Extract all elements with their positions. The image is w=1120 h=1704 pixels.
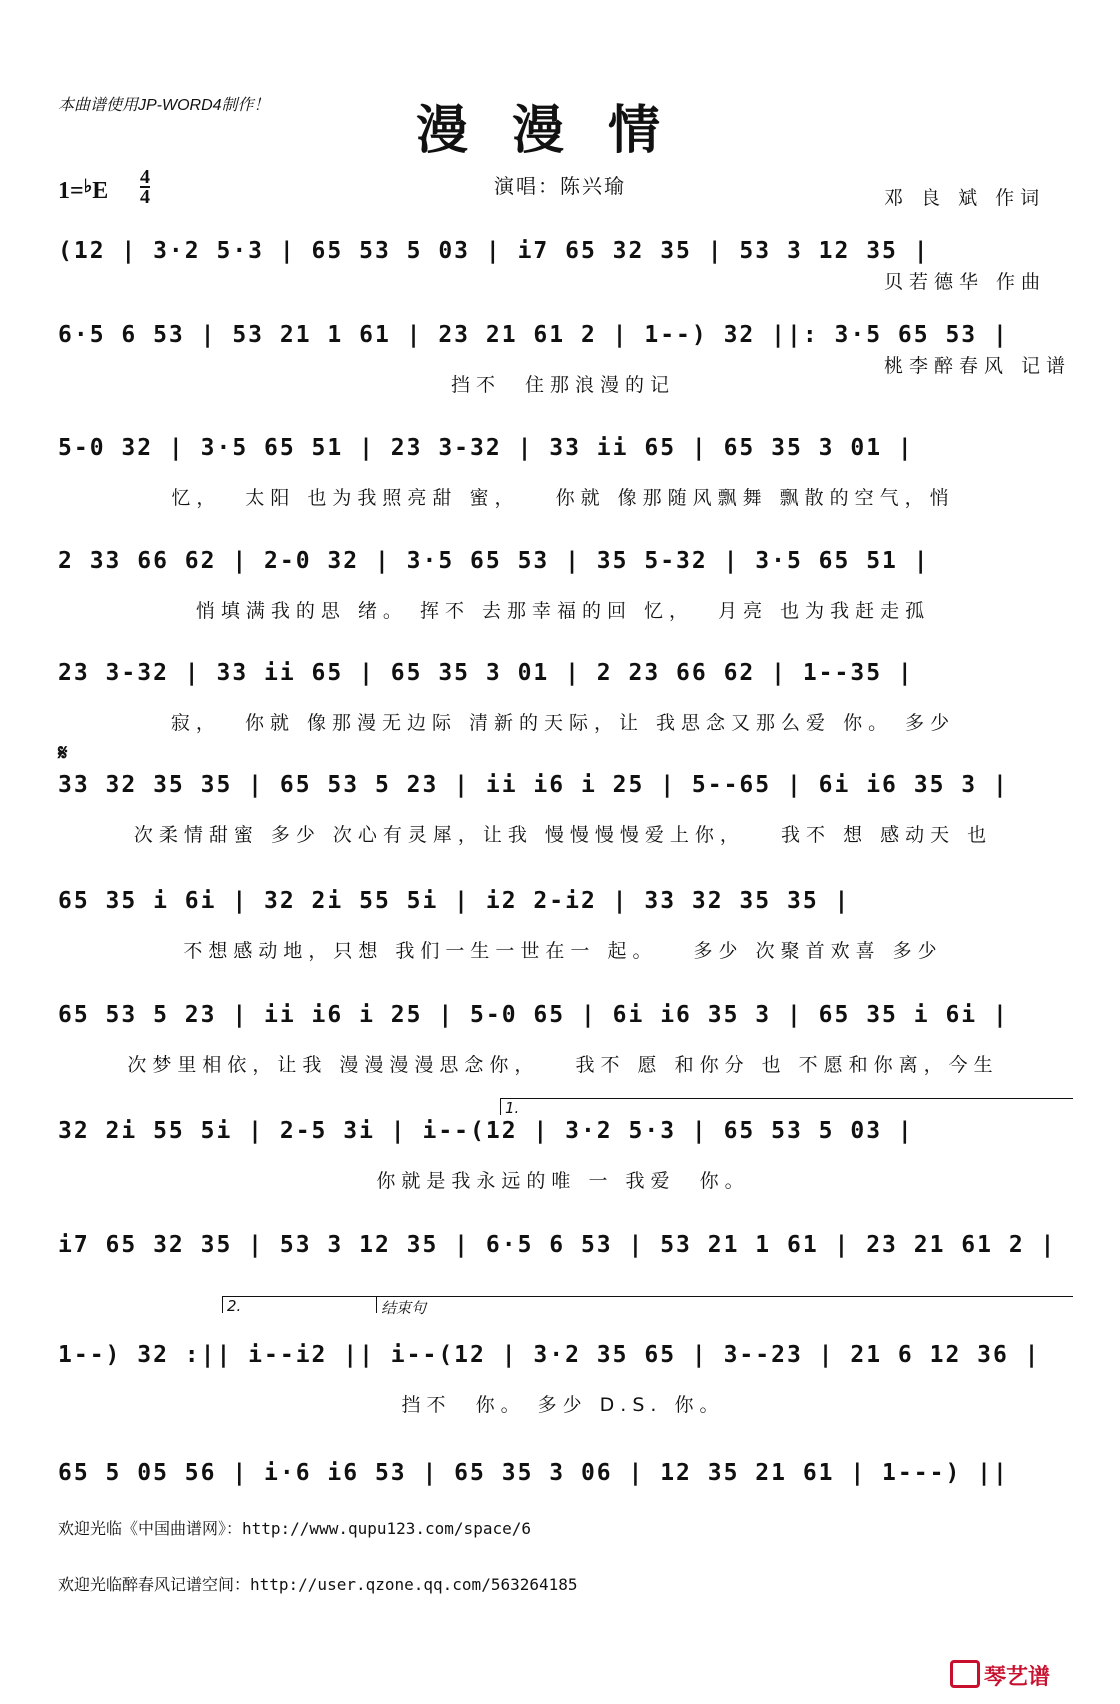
notation-row: 65 53 5 23 | ii i6 i 25 | 5-0 65 | 6i i6 35 3 | 65 35 i 6i | — [58, 1002, 1009, 1028]
composer-credit: 贝若德华 作曲 — [884, 271, 1047, 293]
volta-first: 1. — [500, 1098, 1073, 1115]
song-title: 漫漫情 — [415, 100, 704, 161]
site-logo — [950, 1660, 1050, 1691]
lyrics-row: 悄填满我的思 绪。 挥不 去那幸福的回 忆， 月亮 也为我赶走孤 — [195, 600, 931, 622]
notation-row: i7 65 32 35 | 53 3 12 35 | 6·5 6 53 | 53 21 1 61 | 23 21 61 2 | — [58, 1232, 1057, 1258]
lyrics-row: 寂， 你就 像那漫无边际 清新的天际，让 我思念又那么爱 你。 多少 — [170, 712, 956, 734]
segno-sign: 𝄋 — [58, 740, 68, 766]
lyrics-row: 你就是我永远的唯 一 我爱 你。 — [376, 1170, 750, 1192]
notation-row: 65 5 05 56 | i·6 i6 53 | 65 35 3 06 | 12 35 21 61 | 1---) || — [58, 1460, 1009, 1486]
flat-sign: ♭ — [83, 176, 93, 196]
time-sig-bottom: 4 — [140, 186, 150, 208]
lyrics-row: 忆， 太阳 也为我照亮甜 蜜， 你就 像那随风飘舞 飘散的空气，悄 — [171, 487, 955, 509]
lyrics-row: 不想感动地，只想 我们一生一世在一 起。 多少 次聚首欢喜 多少 — [183, 940, 943, 962]
volta-ending: 结束句 — [376, 1296, 1073, 1313]
lyrics-row: 次梦里相依，让我 漫漫漫漫思念你， 我不 愿 和你分 也 不愿和你离，今生 — [127, 1054, 999, 1076]
notation-row: 1--) 32 :|| i--i2 || i--(12 | 3·2 35 65 | 3--23 | 21 6 12 36 | — [58, 1342, 1041, 1368]
software-note: 本曲谱使用JP-WORD4制作！ — [58, 97, 270, 114]
lyrics-row: 挡不 你。 多少 D.S. 你。 — [401, 1394, 725, 1416]
notation-row: 2 33 66 62 | 2-0 32 | 3·5 65 53 | 35 5-32 | 3·5 65 51 | — [58, 548, 930, 574]
logo-text: 琴艺谱 — [983, 1665, 1050, 1690]
footer-line-1: 欢迎光临《中国曲谱网》：http://www.qupu123.com/space/6 — [58, 1519, 531, 1538]
notation-row: 65 35 i 6i | 32 2i 55 5i | i2 2-i2 | 33 32 35 35 | — [58, 888, 851, 914]
key-prefix: 1= — [58, 178, 84, 204]
footer-line-2: 欢迎光临醉春风记谱空间：http://user.qzone.qq.com/563264185 — [58, 1575, 578, 1594]
logo-icon — [950, 1660, 980, 1688]
lyrics-row: 次柔情甜蜜 多少 次心有灵犀，让我 慢慢慢慢爱上你， 我不 想 感动天 也 — [133, 824, 993, 846]
key-letter: E — [92, 178, 109, 204]
notation-row: 6·5 6 53 | 53 21 1 61 | 23 21 61 2 | 1--) 32 ||: 3·5 65 53 | — [58, 322, 1009, 348]
volta-second: 2. — [222, 1296, 377, 1313]
lyrics-row: 挡不 住那浪漫的记 — [450, 374, 676, 396]
singer: 演唱：陈兴瑜 — [494, 174, 626, 198]
notation-row: 32 2i 55 5i | 2-5 3i | i--(12 | 3·2 5·3 | 65 53 5 03 | — [58, 1118, 914, 1144]
time-signature — [140, 168, 150, 206]
lyricist-credit: 邓 良 斌 作词 — [884, 187, 1046, 209]
time-sig-top: 4 — [140, 166, 150, 188]
transcriber-credit: 桃李醉春风 记谱 — [884, 355, 1072, 377]
notation-row: 33 32 35 35 | 65 53 5 23 | ii i6 i 25 | 5--65 | 6i i6 35 3 | — [58, 772, 1009, 798]
credits — [884, 128, 1071, 408]
key-signature — [58, 176, 108, 205]
notation-row: 5-0 32 | 3·5 65 51 | 23 3-32 | 33 ii 65 | 65 35 3 01 | — [58, 435, 914, 461]
notation-row: (12 | 3·2 5·3 | 65 53 5 03 | i7 65 32 35 | 53 3 12 35 | — [58, 238, 930, 264]
notation-row: 23 3-32 | 33 ii 65 | 65 35 3 01 | 2 23 66 62 | 1--35 | — [58, 660, 914, 686]
